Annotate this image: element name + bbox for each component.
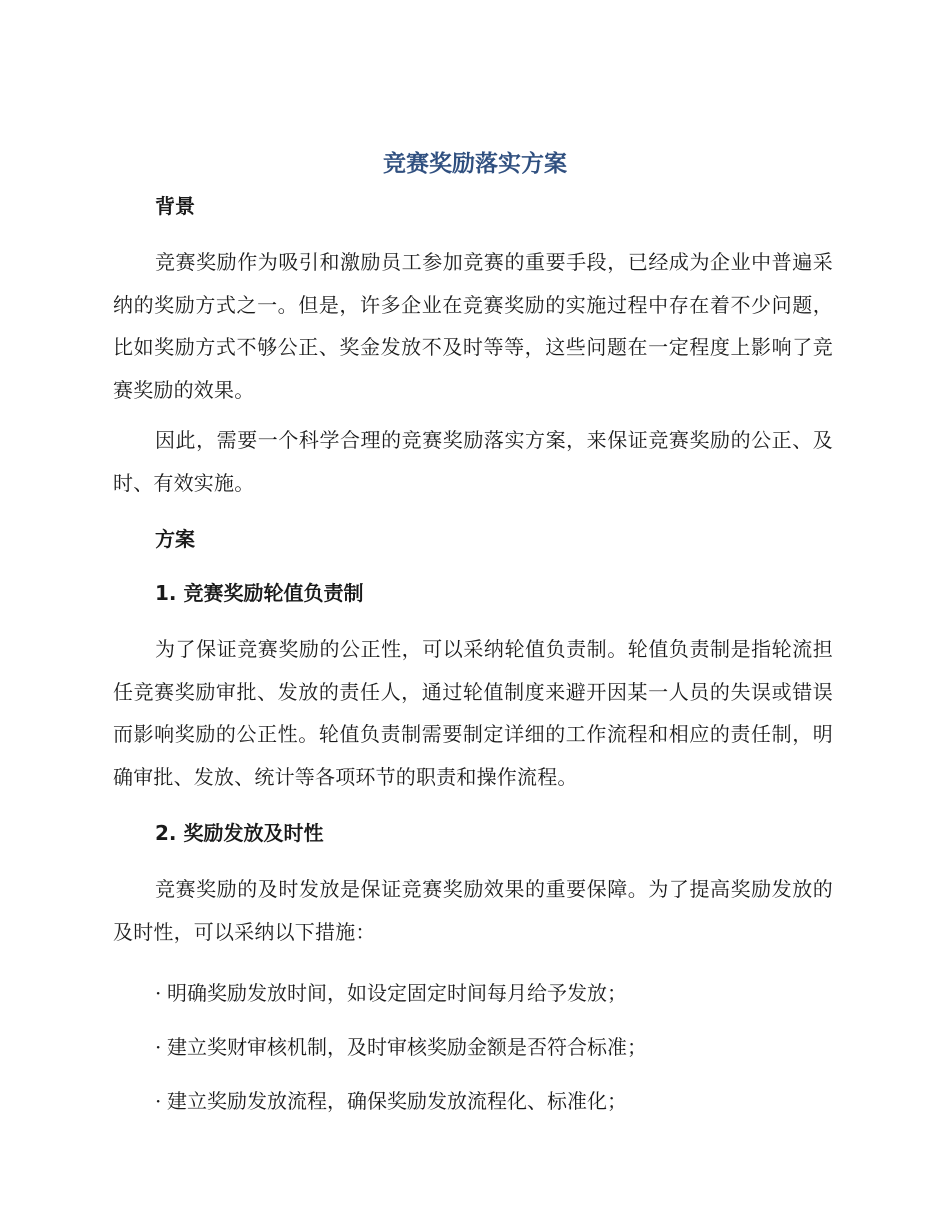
item2-paragraph: 竞赛奖励的及时发放是保证竞赛奖励效果的重要保障。为了提高奖励发放的及时性，可以采纳以下措施： bbox=[113, 877, 833, 944]
bullet-dot: · bbox=[155, 1089, 162, 1113]
document-body bbox=[113, 190, 833, 1117]
bullet-dot: · bbox=[155, 1035, 162, 1059]
bullet-text: 建立奖财审核机制，及时审核奖励金额是否符合标准； bbox=[167, 1035, 647, 1059]
section-heading-plan: 方案 bbox=[155, 527, 195, 551]
item2-heading: 2. 奖励发放及时性 bbox=[155, 821, 324, 845]
bullet-item-1 bbox=[113, 977, 833, 1009]
section-heading-background: 背景 bbox=[155, 194, 195, 218]
bullet-item-3 bbox=[113, 1085, 833, 1117]
background-paragraph-2: 因此，需要一个科学合理的竞赛奖励落实方案，来保证竞赛奖励的公正、及时、有效实施。 bbox=[113, 428, 833, 495]
bullet-text: 建立奖励发放流程，确保奖励发放流程化、标准化； bbox=[167, 1089, 627, 1113]
item1-paragraph: 为了保证竞赛奖励的公正性，可以采纳轮值负责制。轮值负责制是指轮流担任竞赛奖励审批、发放的责任人，通过轮值制度来避开因某一人员的失误或错误而影响奖励的公正性。轮值负责制需要制定详细的工作流程和相应的责任制，明确审批、发放、统计等各项环节的职责和操作流程。 bbox=[113, 637, 833, 789]
bullet-dot: · bbox=[155, 981, 162, 1005]
background-paragraph-1: 竞赛奖励作为吸引和激励员工参加竞赛的重要手段，已经成为企业中普遍采纳的奖励方式之一。但是，许多企业在竞赛奖励的实施过程中存在着不少问题，比如奖励方式不够公正、奖金发放不及时等等，这些问题在一定程度上影响了竞赛奖励的效果。 bbox=[113, 250, 833, 402]
bullet-text: 明确奖励发放时间，如设定固定时间每月给予发放； bbox=[167, 981, 627, 1005]
document-title: 竞赛奖励落实方案 bbox=[383, 151, 567, 177]
bullet-item-2 bbox=[113, 1031, 833, 1063]
item1-heading: 1. 竞赛奖励轮值负责制 bbox=[155, 581, 364, 605]
